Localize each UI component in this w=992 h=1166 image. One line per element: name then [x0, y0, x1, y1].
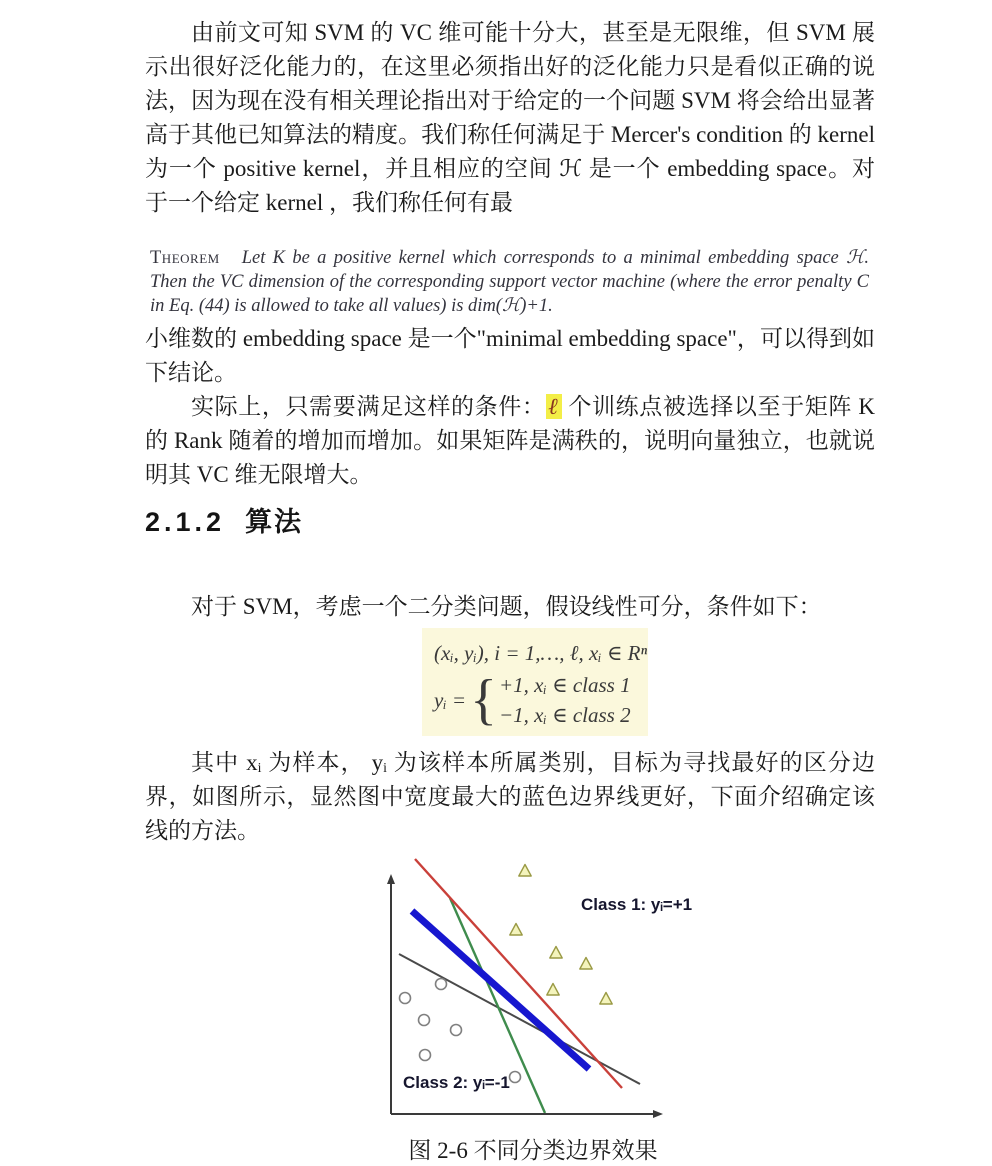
class2-circle-marker: [436, 979, 447, 990]
figure-2-6: [363, 856, 703, 1166]
formula-case-class2: −1, xᵢ ∈ class 2: [498, 703, 631, 727]
x-axis-arrow: [653, 1110, 663, 1118]
class1-triangle-marker: [519, 865, 531, 877]
class1-triangle-marker: [580, 958, 592, 970]
section-title: 算法: [245, 507, 304, 537]
theorem-body-text: Let K be a positive kernel which corresponds to a minimal embedding space ℋ. Then the VC dimension of the corresponding support vector machine (where the error penalty C in Eq. (44) is allowed to take all values) is dim(ℋ)+1.: [150, 248, 869, 316]
classification-boundaries-plot: [363, 856, 703, 1128]
class2-circle-marker: [419, 1015, 430, 1026]
formula-cases: [499, 670, 631, 730]
class1-triangle-marker: [600, 993, 612, 1005]
formula-case-class1: +1, xᵢ ∈ class 1: [498, 673, 631, 697]
class1-triangle-marker: [510, 924, 522, 936]
brace-glyph: {: [470, 669, 497, 731]
paragraph-boundary-goal: 其中 xᵢ 为样本， yᵢ 为该样本所属类别，目标为寻找最好的区分边界，如图所示，显然图中宽度最大的蓝色边界线更好，下面介绍确定该线的方法。: [145, 750, 875, 843]
section-heading-2-1-2: [145, 502, 875, 542]
class2-circle-marker: [451, 1025, 462, 1036]
theorem-label: Theorem: [150, 248, 220, 268]
y-axis-arrow: [387, 874, 395, 884]
class1-label: Class 1: yᵢ=+1: [581, 895, 693, 914]
class1-triangle-marker: [550, 947, 562, 959]
formula-label-cases: [434, 670, 640, 730]
formula-lhs: yᵢ =: [434, 687, 467, 712]
class2-circle-marker: [420, 1050, 431, 1061]
blue-boundary-line: [412, 911, 589, 1069]
theorem-block: [150, 246, 869, 318]
figure-caption: 图 2-6 不同分类边界效果: [408, 1138, 658, 1163]
paragraph-vc-dimension: 由前文可知 SVM 的 VC 维可能十分大，甚至是无限维，但 SVM 展示出很好泛化能力的，在这里必须指出好的泛化能力只是看似正确的说法，因为现在没有相关理论指出对于给定的一个问题 SVM 将会给出显著高于其他已知算法的精度。我们称任何满足于 Mercer's condition 的 kernel 为一个 positive kernel，并且相应的空间 ℋ 是一个 embedding space。对于一个给定 kernel ，我们称任何有最: [145, 20, 875, 215]
paragraph-minimal-embedding: 小维数的 embedding space 是一个"minimal embedding space"，可以得到如下结论。: [145, 326, 875, 385]
paragraph-rank-condition: [145, 390, 875, 492]
formula-sample-definition: (xᵢ, yᵢ), i = 1,…, ℓ, xᵢ ∈ Rⁿ: [434, 641, 648, 665]
formula-block: [422, 628, 648, 736]
class2-circle-marker: [510, 1072, 521, 1083]
paragraph-binary-classification: 对于 SVM，考虑一个二分类问题，假设线性可分，条件如下：: [191, 594, 822, 619]
rank-condition-text-before: 实际上，只需要满足这样的条件：: [191, 394, 546, 419]
section-number: 2.1.2: [145, 507, 226, 537]
class2-circle-marker: [400, 993, 411, 1004]
class1-triangle-marker: [547, 984, 559, 996]
rank-condition-text-after: 个训练点被选择以至于矩阵 K 的 Rank 随着的增加而增加。如果矩阵是满秩的，说明向量独立，也就说明其 VC 维无限增大。: [145, 394, 875, 487]
highlighted-ell-symbol: ℓ: [546, 394, 562, 419]
class2-label: Class 2: yᵢ=-1: [403, 1073, 510, 1092]
